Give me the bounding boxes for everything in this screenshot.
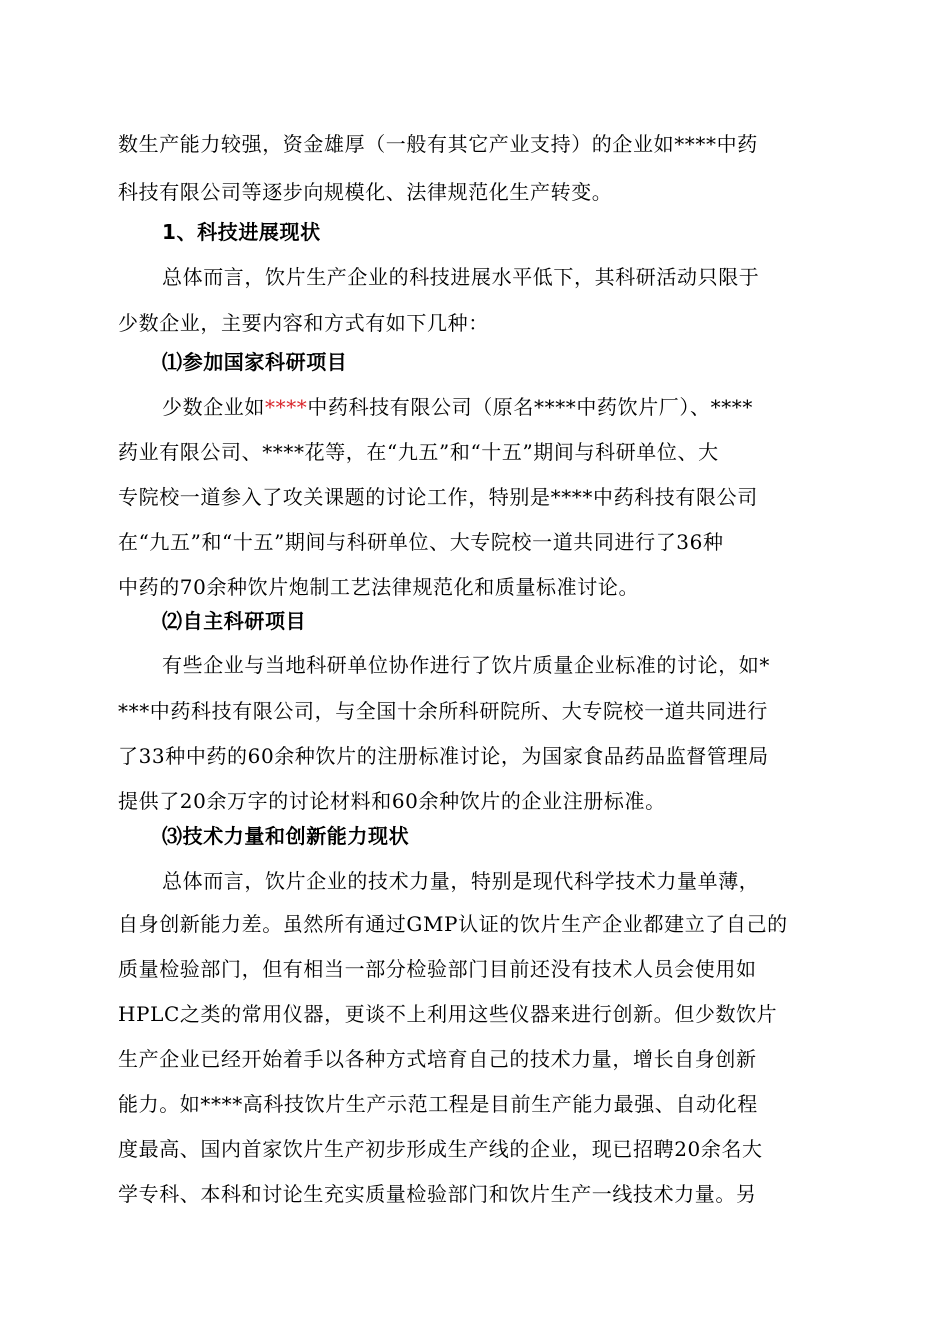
text-line: 度最高、国内首家饮片生产初步形成生产线的企业，现已招聘20余名大 bbox=[118, 1137, 763, 1161]
text-line: ***中药科技有限公司，与全国十余所科研院所、大专院校一道共同进行 bbox=[118, 699, 768, 723]
text-line: 数生产能力较强，资金雄厚（一般有其它产业支持）的企业如****中药 bbox=[118, 132, 758, 156]
subsection-heading: ⑶技术力量和创新能力现状 bbox=[162, 824, 410, 848]
text-line: 科技有限公司等逐步向规模化、法律规范化生产转变。 bbox=[118, 180, 613, 204]
section-heading: 1、科技进展现状 bbox=[162, 220, 321, 244]
subsection-heading: ⑵自主科研项目 bbox=[162, 609, 307, 633]
text-line: 总体而言，饮片企业的技术力量，特别是现代科学技术力量单薄， bbox=[162, 869, 760, 893]
text-segment: 少数企业如 bbox=[162, 395, 265, 419]
text-line bbox=[162, 393, 753, 421]
text-line: 在“九五”和“十五”期间与科研单位、大专院校一道共同进行了36种 bbox=[118, 530, 724, 554]
text-line: 药业有限公司、****花等，在“九五”和“十五”期间与科研单位、大 bbox=[118, 440, 719, 464]
text-line: 学专科、本科和讨论生充实质量检验部门和饮片生产一线技术力量。另 bbox=[118, 1182, 757, 1206]
text-line: 能力。如****高科技饮片生产示范工程是目前生产能力最强、自动化程 bbox=[118, 1092, 758, 1116]
text-line: 自身创新能力差。虽然所有通过GMP认证的饮片生产企业都建立了自己的 bbox=[118, 912, 788, 936]
text-line: 总体而言，饮片生产企业的科技进展水平低下，其科研活动只限于 bbox=[162, 265, 760, 289]
text-line: 少数企业，主要内容和方式有如下几种： bbox=[118, 311, 489, 335]
text-line: 了33种中药的60余种饮片的注册标准讨论，为国家食品药品监督管理局 bbox=[118, 744, 769, 768]
text-line: HPLC之类的常用仪器，更谈不上利用这些仪器来进行创新。但少数饮片 bbox=[118, 1002, 778, 1026]
text-line: 生产企业已经开始着手以各种方式培育自己的技术力量，增长自身创新 bbox=[118, 1047, 757, 1071]
subsection-heading: ⑴参加国家科研项目 bbox=[162, 350, 348, 374]
highlighted-text: **** bbox=[265, 395, 308, 419]
text-line: 提供了20余万字的讨论材料和60余种饮片的企业注册标准。 bbox=[118, 789, 666, 813]
text-line: 有些企业与当地科研单位协作进行了饮片质量企业标准的讨论，如* bbox=[162, 653, 770, 677]
text-segment: 中药科技有限公司（原名****中药饮片厂）、**** bbox=[307, 395, 754, 419]
text-line: 专院校一道参入了攻关课题的讨论工作，特别是****中药科技有限公司 bbox=[118, 485, 758, 509]
text-line: 中药的70余种饮片炮制工艺法律规范化和质量标准讨论。 bbox=[118, 575, 640, 599]
text-line: 质量检验部门，但有相当一部分检验部门目前还没有技术人员会使用如 bbox=[118, 957, 757, 981]
